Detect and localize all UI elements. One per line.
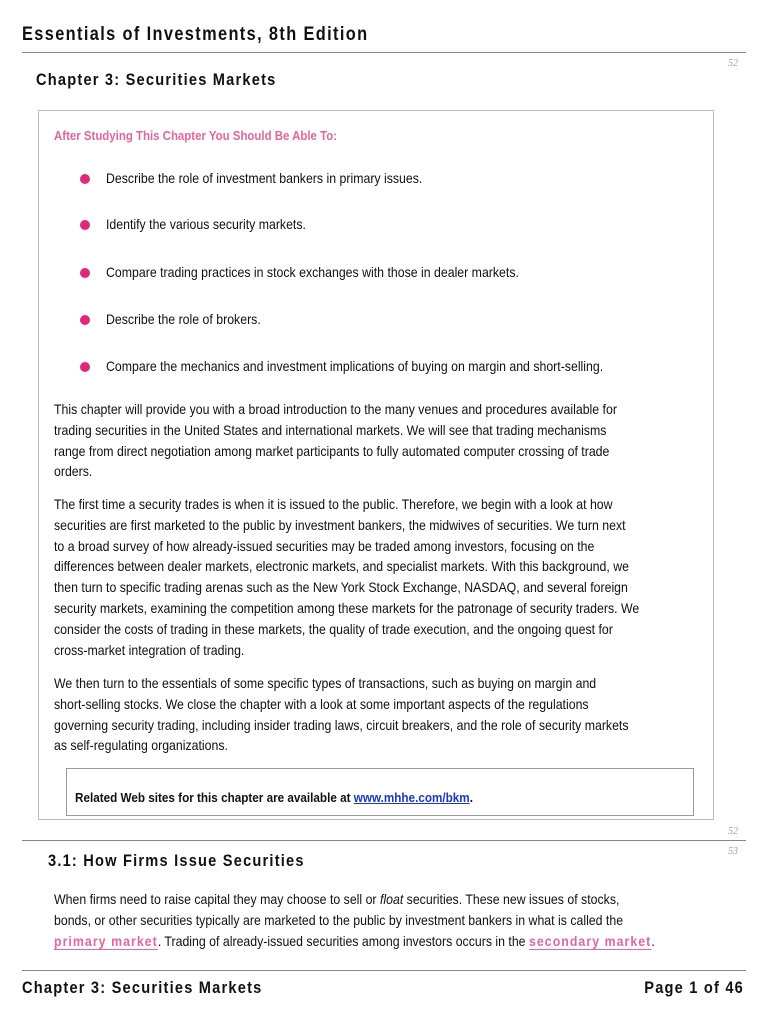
objective-text: Compare trading practices in stock exchanges with those in dealer markets.: [106, 264, 519, 280]
text-line: [54, 931, 655, 952]
text-line: orders.: [54, 463, 93, 480]
text-line: to a broad survey of how already-issued securities may be traded among investors, focusing on the: [54, 537, 595, 554]
objective-text: Identify the various security markets.: [106, 216, 306, 232]
related-suffix: .: [469, 790, 473, 805]
text-line: bonds, or other securities typically are marketed to the public by investment bankers in what is called the: [54, 911, 624, 928]
section-heading: 3.1: How Firms Issue Securities: [48, 851, 305, 870]
page-marker-end: 52: [728, 826, 738, 837]
text-line: short-selling stocks. We close the chapter with a look at some important aspects of the regulations: [54, 695, 589, 712]
bullet-icon: [80, 362, 90, 372]
text-line: trading securities in the United States and international markets. We will see that trading mechanisms: [54, 421, 607, 438]
text-line: consider the costs of trading in these markets, the quality of trade execution, and the ongoing quest for: [54, 620, 613, 637]
text-line: [54, 889, 655, 910]
book-title: Essentials of Investments, 8th Edition: [22, 24, 369, 45]
footer-chapter: Chapter 3: Securities Markets: [22, 978, 263, 997]
text-line: then turn to specific trading arenas such as the New York Stock Exchange, NASDAQ, and several foreign: [54, 579, 628, 596]
float-term: float: [379, 891, 404, 907]
text-line: securities are first marketed to the public by investment bankers, the midwives of securities. We turn next: [54, 516, 626, 533]
text-line: security markets, examining the competition among these markets for the patronage of security traders. We: [54, 599, 640, 616]
footer-page-number: Page 1 of 46: [644, 978, 744, 997]
secondary-market-link[interactable]: secondary market: [528, 932, 652, 949]
bullet-icon: [80, 220, 90, 230]
text-line: range from direct negotiation among market participants to fully automated computer crossing of trade: [54, 442, 610, 459]
primary-market-link[interactable]: primary market: [54, 932, 158, 949]
header-rule: [22, 52, 746, 53]
objective-item: [78, 311, 698, 331]
objective-item: [78, 170, 698, 190]
text-run: When firms need to raise capital they may choose to sell or: [54, 891, 380, 907]
text-line: cross-market integration of trading.: [54, 641, 245, 658]
objective-text: Compare the mechanics and investment implications of buying on margin and short-selling.: [106, 358, 604, 374]
page-marker-top: 52: [728, 58, 738, 69]
objective-item: [78, 358, 698, 378]
bullet-icon: [80, 315, 90, 325]
text-line: This chapter will provide you with a broad introduction to the many venues and procedures available for: [54, 401, 617, 417]
text-line: governing security trading, including insider trading laws, circuit breakers, and the role of security markets: [54, 716, 629, 733]
intro-paragraph-2: [54, 494, 719, 660]
text-run: securities. These new issues of stocks,: [403, 891, 620, 907]
related-websites-text: [75, 790, 473, 805]
text-line: The first time a security trades is when it is issued to the public. Therefore, we begin with a look at how: [54, 496, 613, 512]
related-websites-link[interactable]: www.mhhe.com/bkm: [353, 790, 470, 805]
footer-rule: [22, 970, 746, 971]
related-prefix: Related Web sites for this chapter are available at: [75, 790, 354, 805]
bullet-icon: [80, 268, 90, 278]
section-paragraph: [54, 889, 737, 951]
objectives-heading: After Studying This Chapter You Should Be Able To:: [54, 128, 338, 143]
text-run: .: [651, 932, 655, 949]
text-line: We then turn to the essentials of some specific types of transactions, such as buying on margin and: [54, 675, 597, 691]
bullet-icon: [80, 174, 90, 184]
objective-text: Describe the role of brokers.: [106, 311, 261, 327]
objective-text: Describe the role of investment bankers in primary issues.: [106, 170, 423, 186]
intro-paragraph-1: [54, 399, 694, 482]
objective-item: [78, 264, 698, 284]
intro-paragraph-3: [54, 673, 707, 756]
page-marker-start: 53: [728, 846, 738, 857]
page-break-rule: [22, 840, 746, 841]
text-line: as self-regulating organizations.: [54, 737, 228, 754]
text-run: . Trading of already-issued securities among investors occurs in the: [157, 932, 529, 949]
text-line: differences between dealer markets, electronic markets, and specialist markets. With this background, we: [54, 558, 629, 575]
chapter-heading: Chapter 3: Securities Markets: [36, 70, 277, 89]
objective-item: [78, 216, 698, 236]
